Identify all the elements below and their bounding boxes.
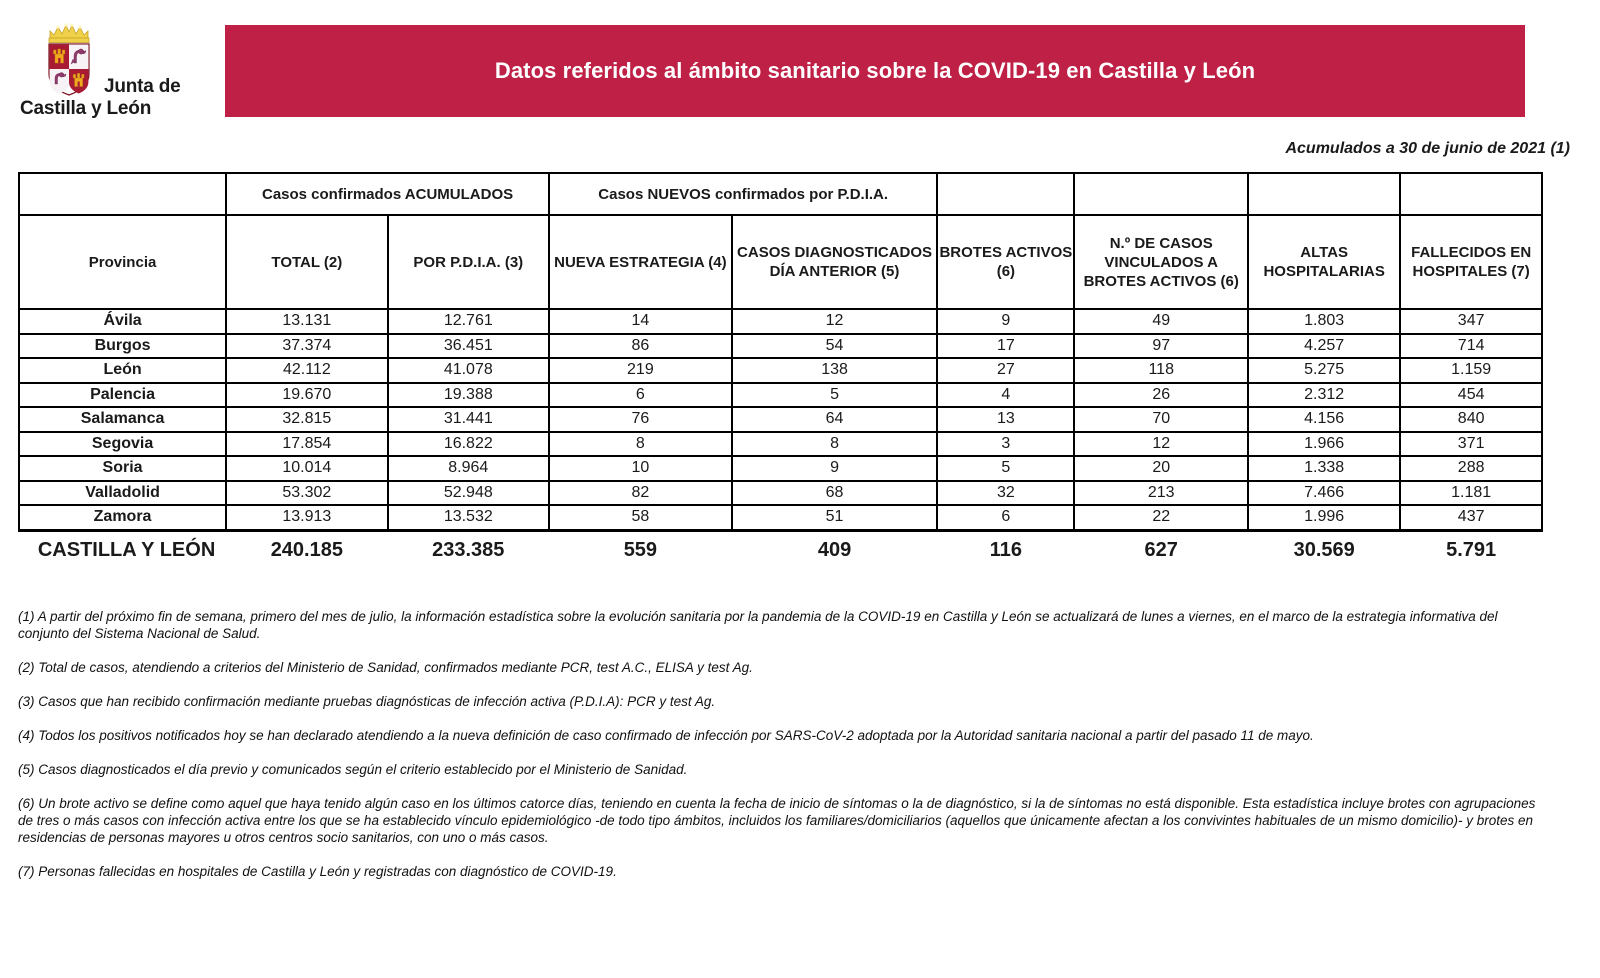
column-header-por-pdia: POR P.D.I.A. (3) — [388, 215, 549, 309]
cell-por-pdia: 36.451 — [388, 334, 549, 359]
page-header — [0, 0, 1600, 130]
page-title: Datos referidos al ámbito sanitario sobre la COVID-19 en Castilla y León — [494, 58, 1256, 83]
column-header-nueva-estrategia: NUEVA ESTRATEGIA (4) — [549, 215, 732, 309]
footnote: (3) Casos que han recibido confirmación mediante pruebas diagnósticas de infección activa (P.D.I.A): PCR y test Ag. — [18, 694, 716, 709]
cell-casos-diagnosticados: 12 — [732, 309, 938, 334]
cell-casos-diagnosticados: 51 — [732, 505, 938, 530]
cell-por-pdia: 19.388 — [388, 383, 549, 408]
total-dia-anterior: 409 — [732, 530, 938, 570]
cell-por-pdia: 41.078 — [388, 358, 549, 383]
table-row — [19, 432, 1542, 457]
table-total-row — [19, 530, 1542, 570]
footnote: (7) Personas fallecidas en hospitales de Castilla y León y registradas con diagnóstico de COVID-19. — [18, 864, 617, 879]
footnote: (4) Todos los positivos notificados hoy se han declarado atendiendo a la nueva definición de caso confirmado de infección por SARS-CoV-2 adoptada por la Autoridad sanitaria nacional a partir del pasado 11 de mayo. — [18, 728, 1314, 743]
spacer-cell-4 — [1400, 173, 1542, 215]
table-row — [19, 309, 1542, 334]
table-row — [19, 456, 1542, 481]
cell-provincia: Soria — [19, 456, 226, 481]
logo-line-2: Castilla y León — [20, 98, 152, 119]
footnote: (2) Total de casos, atendiendo a criterios del Ministerio de Sanidad, confirmados mediante PCR, test A.C., ELISA y test Ag. — [18, 660, 753, 675]
cell-nueva-estrategia: 219 — [549, 358, 732, 383]
cell-fallecidos-hospitales: 371 — [1400, 432, 1542, 457]
cell-total: 10.014 — [226, 456, 387, 481]
title-banner — [225, 25, 1525, 117]
group-header-acumulados: Casos confirmados ACUMULADOS — [226, 173, 549, 215]
total-altas: 30.569 — [1248, 530, 1400, 570]
cell-provincia: Segovia — [19, 432, 226, 457]
cell-fallecidos-hospitales: 454 — [1400, 383, 1542, 408]
spacer-cell-3 — [1248, 173, 1400, 215]
cell-brotes-activos: 5 — [937, 456, 1074, 481]
cell-por-pdia: 13.532 — [388, 505, 549, 530]
cell-provincia: León — [19, 358, 226, 383]
junta-castilla-y-leon-logo — [18, 18, 208, 128]
cell-casos-vinculados: 213 — [1074, 481, 1248, 506]
total-vinculados: 627 — [1074, 530, 1248, 570]
cell-por-pdia: 12.761 — [388, 309, 549, 334]
cell-nueva-estrategia: 14 — [549, 309, 732, 334]
accumulated-date-label: Acumulados a 30 de junio de 2021 (1) — [1285, 140, 1570, 157]
footnote: (1) A partir del próximo fin de semana, primero del mes de julio, la información estadística sobre la evolución sanitaria por la pandemia de la COVID-19 en Castilla y León se actualizará de lunes a viernes, en el marco de la estrategia informativa del conjunto del Sistema Nacional de Salud. — [18, 609, 1498, 641]
cell-casos-diagnosticados: 138 — [732, 358, 938, 383]
cell-altas-hospitalarias: 4.257 — [1248, 334, 1400, 359]
table-body — [19, 309, 1542, 530]
cell-por-pdia: 8.964 — [388, 456, 549, 481]
cell-nueva-estrategia: 10 — [549, 456, 732, 481]
cell-nueva-estrategia: 58 — [549, 505, 732, 530]
cell-casos-diagnosticados: 5 — [732, 383, 938, 408]
cell-brotes-activos: 3 — [937, 432, 1074, 457]
cell-provincia: Burgos — [19, 334, 226, 359]
table-footer — [19, 530, 1542, 570]
cell-casos-vinculados: 49 — [1074, 309, 1248, 334]
cell-casos-vinculados: 26 — [1074, 383, 1248, 408]
footnotes — [18, 608, 1548, 880]
column-header-fallecidos-hospitales: FALLECIDOS EN HOSPITALES (7) — [1400, 215, 1542, 309]
logo-line-1: Junta de — [104, 76, 181, 97]
cell-casos-vinculados: 22 — [1074, 505, 1248, 530]
cell-casos-vinculados: 20 — [1074, 456, 1248, 481]
table-row — [19, 407, 1542, 432]
cell-altas-hospitalarias: 5.275 — [1248, 358, 1400, 383]
cell-casos-diagnosticados: 9 — [732, 456, 938, 481]
cell-fallecidos-hospitales: 347 — [1400, 309, 1542, 334]
table-row — [19, 334, 1542, 359]
cell-provincia: Salamanca — [19, 407, 226, 432]
cell-total: 32.815 — [226, 407, 387, 432]
cell-nueva-estrategia: 86 — [549, 334, 732, 359]
cell-provincia: Zamora — [19, 505, 226, 530]
total-total: 240.185 — [226, 530, 387, 570]
cell-casos-diagnosticados: 8 — [732, 432, 938, 457]
cell-brotes-activos: 13 — [937, 407, 1074, 432]
total-pdia: 233.385 — [388, 530, 549, 570]
cell-nueva-estrategia: 76 — [549, 407, 732, 432]
cell-casos-diagnosticados: 68 — [732, 481, 938, 506]
cell-altas-hospitalarias: 1.338 — [1248, 456, 1400, 481]
cell-provincia: Palencia — [19, 383, 226, 408]
cell-total: 42.112 — [226, 358, 387, 383]
group-header-nuevos: Casos NUEVOS confirmados por P.D.I.A. — [549, 173, 937, 215]
cell-casos-vinculados: 70 — [1074, 407, 1248, 432]
cell-por-pdia: 52.948 — [388, 481, 549, 506]
total-provincia: CASTILLA Y LEÓN — [19, 530, 226, 570]
cell-nueva-estrategia: 8 — [549, 432, 732, 457]
table-row — [19, 505, 1542, 530]
cell-altas-hospitalarias: 2.312 — [1248, 383, 1400, 408]
table-row — [19, 358, 1542, 383]
logo-wordmark — [18, 76, 208, 120]
cell-altas-hospitalarias: 7.466 — [1248, 481, 1400, 506]
table-group-header-row — [19, 173, 1542, 215]
covid-data-table-container — [18, 172, 1543, 570]
covid-data-table — [18, 172, 1543, 570]
cell-por-pdia: 16.822 — [388, 432, 549, 457]
cell-casos-vinculados: 118 — [1074, 358, 1248, 383]
total-fallecidos: 5.791 — [1400, 530, 1542, 570]
column-header-casos-vinculados-brotes: N.º DE CASOS VINCULADOS A BROTES ACTIVOS (6) — [1074, 215, 1248, 309]
cell-por-pdia: 31.441 — [388, 407, 549, 432]
cell-brotes-activos: 6 — [937, 505, 1074, 530]
cell-fallecidos-hospitales: 714 — [1400, 334, 1542, 359]
cell-fallecidos-hospitales: 437 — [1400, 505, 1542, 530]
column-header-altas-hospitalarias: ALTAS HOSPITALARIAS — [1248, 215, 1400, 309]
spacer-cell-1 — [937, 173, 1074, 215]
cell-fallecidos-hospitales: 840 — [1400, 407, 1542, 432]
cell-provincia: Ávila — [19, 309, 226, 334]
cell-altas-hospitalarias: 1.996 — [1248, 505, 1400, 530]
column-header-brotes-activos: BROTES ACTIVOS (6) — [937, 215, 1074, 309]
cell-brotes-activos: 4 — [937, 383, 1074, 408]
cell-brotes-activos: 32 — [937, 481, 1074, 506]
table-column-header-row — [19, 215, 1542, 309]
cell-altas-hospitalarias: 1.966 — [1248, 432, 1400, 457]
cell-casos-vinculados: 97 — [1074, 334, 1248, 359]
cell-total: 13.131 — [226, 309, 387, 334]
cell-fallecidos-hospitales: 288 — [1400, 456, 1542, 481]
cell-fallecidos-hospitales: 1.181 — [1400, 481, 1542, 506]
cell-altas-hospitalarias: 4.156 — [1248, 407, 1400, 432]
spacer-cell-2 — [1074, 173, 1248, 215]
total-brotes: 116 — [937, 530, 1074, 570]
cell-casos-vinculados: 12 — [1074, 432, 1248, 457]
cell-brotes-activos: 9 — [937, 309, 1074, 334]
empty-corner-cell — [19, 173, 226, 215]
footnote: (5) Casos diagnosticados el día previo y comunicados según el criterio establecido por el Ministerio de Sanidad. — [18, 762, 688, 777]
cell-brotes-activos: 27 — [937, 358, 1074, 383]
table-row — [19, 383, 1542, 408]
table-row — [19, 481, 1542, 506]
cell-fallecidos-hospitales: 1.159 — [1400, 358, 1542, 383]
cell-total: 17.854 — [226, 432, 387, 457]
cell-total: 53.302 — [226, 481, 387, 506]
cell-nueva-estrategia: 6 — [549, 383, 732, 408]
cell-total: 13.913 — [226, 505, 387, 530]
cell-altas-hospitalarias: 1.803 — [1248, 309, 1400, 334]
cell-total: 19.670 — [226, 383, 387, 408]
cell-provincia: Valladolid — [19, 481, 226, 506]
cell-total: 37.374 — [226, 334, 387, 359]
cell-casos-diagnosticados: 64 — [732, 407, 938, 432]
footnote: (6) Un brote activo se define como aquel que haya tenido algún caso en los últimos catorce días, teniendo en cuenta la fecha de inicio de síntomas o la de diagnóstico, si la de síntomas no está disponible. Esta estadística incluye brotes con agrupaciones de tres o más casos con infección activa entre los que se ha establecido vínculo epidemiológico -de todo tipo ámbitos, incluidos los familiares/domiciliarios (aquellos que únicamente afectan a los convivintes habituales de un mismo domicilio)- y brotes en residencias de personas mayores u otros centros socio sanitarios, con uno o más casos. — [18, 796, 1536, 845]
column-header-provincia: Provincia — [19, 215, 226, 309]
column-header-total: TOTAL (2) — [226, 215, 387, 309]
total-nueva: 559 — [549, 530, 732, 570]
cell-brotes-activos: 17 — [937, 334, 1074, 359]
cell-casos-diagnosticados: 54 — [732, 334, 938, 359]
column-header-casos-diagnosticados-dia-anterior: CASOS DIAGNOSTICADOS DÍA ANTERIOR (5) — [732, 215, 938, 309]
cell-nueva-estrategia: 82 — [549, 481, 732, 506]
